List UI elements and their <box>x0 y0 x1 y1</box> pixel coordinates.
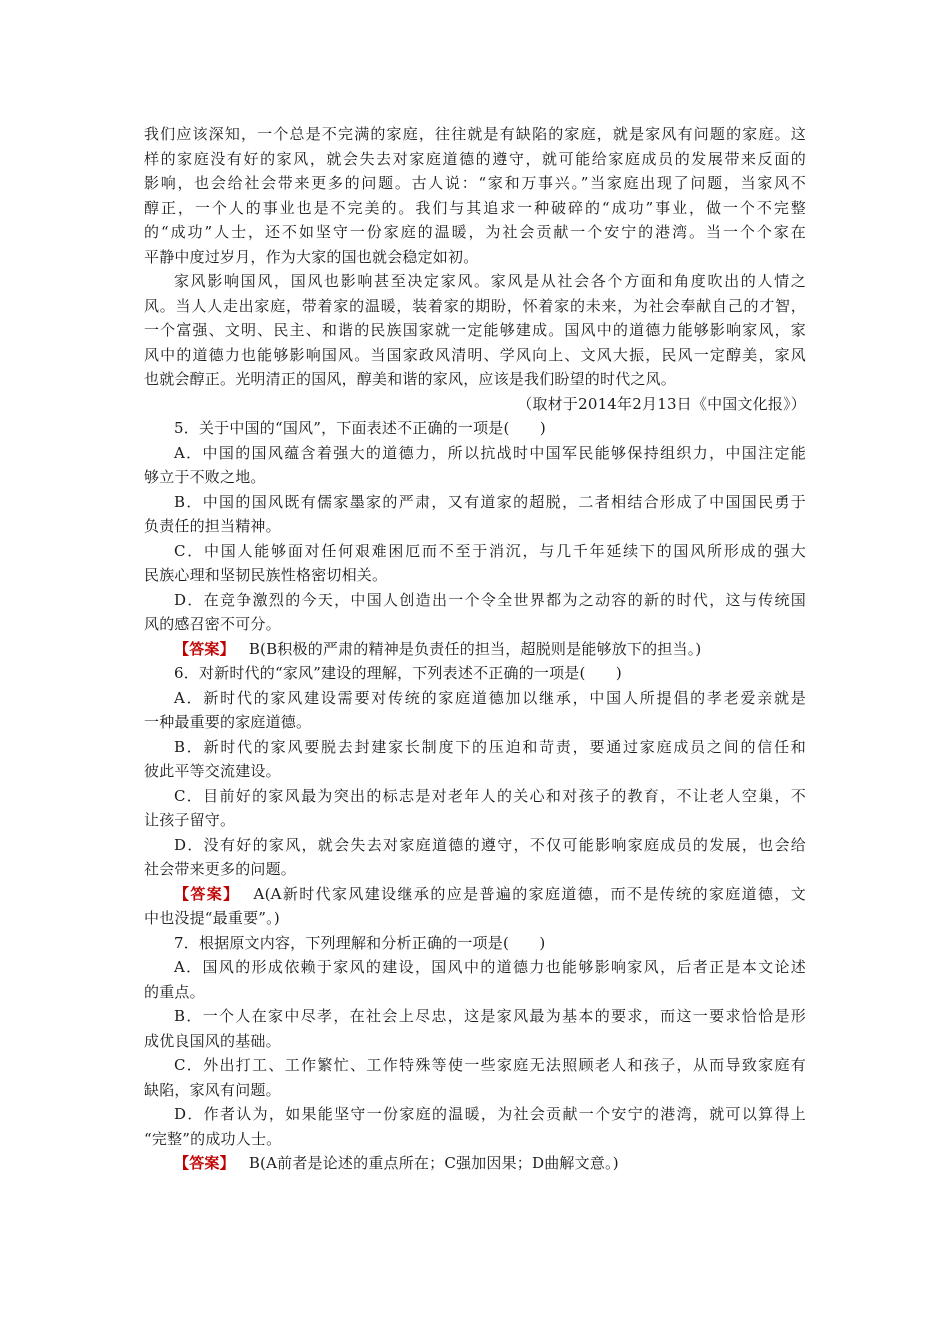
text-line: 样的家庭没有好的家风，就会失去对家庭道德的遵守，就可能给家庭成员的发展带来反面的 <box>144 149 806 168</box>
source-citation: （取材于2014年2月13日《中国文化报》） <box>517 394 806 413</box>
option-text: D．没有好的家风，就会失去对家庭道德的遵守，不仅可能影响家庭成员的发展，也会给 <box>174 835 806 854</box>
answer-label: 【答案】 <box>174 884 240 903</box>
option-text: 社会带来更多的问题。 <box>144 860 297 878</box>
text-line: 我们应该深知，一个总是不完满的家庭，往往就是有缺陷的家庭，就是家风有问题的家庭。这 <box>144 125 806 143</box>
option-text: 一种最重要的家庭道德。 <box>144 713 312 731</box>
question-7 <box>144 931 806 1176</box>
text-line: 平静中度过岁月，作为大家的国也就会稳定如初。 <box>144 247 479 266</box>
option-text: 的重点。 <box>144 982 205 1001</box>
answer-text: A(A新时代家风建设继承的应是普遍的家庭道德，而不是传统的家庭道德，文 <box>253 884 806 903</box>
question-5 <box>144 416 806 661</box>
text-line: 家风影响国风，国风也影响甚至决定家风。家风是从社会各个方面和角度吹出的人情之 <box>174 272 806 290</box>
option-text: D．在竞争激烈的今天，中国人创造出一个令全世界都为之动容的新的时代，这与传统国 <box>174 590 806 609</box>
question-stem: 7．根据原文内容，下列理解和分析正确的一项是( ) <box>174 933 546 952</box>
text-line: 风。当人人走出家庭，带着家的温暖，装着家的期盼，怀着家的未来，为社会奉献自己的才智， <box>144 296 806 315</box>
question-stem: 5．关于中国的“国风”，下面表述不正确的一项是( ) <box>174 419 546 437</box>
answer-line <box>144 882 806 907</box>
option-text: 成优良国风的基础。 <box>144 1031 281 1050</box>
option-text: A．国风的形成依赖于家风的建设，国风中的道德力也能够影响家风，后者正是本文论述 <box>174 958 806 976</box>
option-text: 民族心理和坚韧民族性格密切相关。 <box>144 566 388 584</box>
document-page <box>144 122 806 1176</box>
answer-text: B(B积极的严肃的精神是负责任的担当，超脱则是能够放下的担当。) <box>248 639 702 658</box>
answer-line <box>144 637 806 662</box>
option-text: B．一个人在家中尽孝，在社会上尽忠，这是家风最为基本的要求，而这一要求恰恰是形 <box>174 1007 806 1025</box>
answer-text: B(A前者是论述的重点所在；C强加因果；D曲解文意。) <box>248 1154 619 1172</box>
answer-text: 中也没提“最重要”。) <box>144 909 280 927</box>
option-text: B．新时代的家风要脱去封建家长制度下的压迫和苛责，要通过家庭成员之间的信任和 <box>174 737 806 756</box>
text-line: 醇正，一个人的事业也是不完美的。我们与其追求一种破碎的“成功”事业，做一个不完整 <box>144 198 806 217</box>
question-6 <box>144 661 806 931</box>
text-line: 一个富强、文明、民主、和谐的民族国家就一定能够建成。国风中的道德力能够影响家风，家 <box>144 321 806 339</box>
option-text: 够立于不败之地。 <box>144 468 266 486</box>
option-text: D．作者认为，如果能坚守一份家庭的温暖，为社会贡献一个安宁的港湾，就可以算得上 <box>174 1105 806 1123</box>
option-text: C．外出打工、工作繁忙、工作特殊等使一些家庭无法照顾老人和孩子，从而导致家庭有 <box>174 1056 806 1074</box>
text-line: 也就会醇正。光明清正的国风，醇美和谐的家风，应该是我们盼望的时代之风。 <box>144 370 677 388</box>
text-line: 影响，也会给社会带来更多的问题。古人说：“家和万事兴。”当家庭出现了问题，当家风不 <box>144 174 806 192</box>
option-text: 让孩子留守。 <box>144 811 236 829</box>
option-text: C．中国人能够面对任何艰难困厄而不至于消沉，与几千年延续下的国风所形成的强大 <box>174 541 806 560</box>
option-text: A．新时代的家风建设需要对传统的家庭道德加以继承，中国人所提倡的孝老爱亲就是 <box>174 688 806 707</box>
answer-label: 【答案】 <box>174 1154 235 1172</box>
passage-paragraph <box>144 269 806 392</box>
option-text: 彼此平等交流建设。 <box>144 762 281 780</box>
text-line: 风中的道德力也能够影响国风。当国家政风清明、学风向上、文风大振，民风一定醇美，家风 <box>144 345 806 364</box>
answer-line <box>144 1151 806 1176</box>
passage-paragraph <box>144 122 806 269</box>
question-stem: 6．对新时代的“家风”建设的理解，下列表述不正确的一项是( ) <box>174 664 622 682</box>
option-text: C．目前好的家风最为突出的标志是对老年人的关心和对孩子的教育，不让老人空巢，不 <box>174 786 806 805</box>
option-text: B．中国的国风既有儒家墨家的严肃，又有道家的超脱，二者相结合形成了中国国民勇于 <box>174 492 806 511</box>
option-text: A．中国的国风蕴含着强大的道德力，所以抗战时中国军民能够保持组织力，中国注定能 <box>174 443 806 462</box>
option-text: “完整”的成功人士。 <box>144 1129 282 1148</box>
option-text: 缺陷，家风有问题。 <box>144 1080 281 1099</box>
answer-label: 【答案】 <box>174 639 235 658</box>
option-text: 风的感召密不可分。 <box>144 615 281 633</box>
text-line: 的“成功”人士，还不如坚守一份家庭的温暖，为社会贡献一个安宁的港湾。当一个个家在 <box>144 223 806 241</box>
option-text: 负责任的担当精神。 <box>144 517 281 535</box>
